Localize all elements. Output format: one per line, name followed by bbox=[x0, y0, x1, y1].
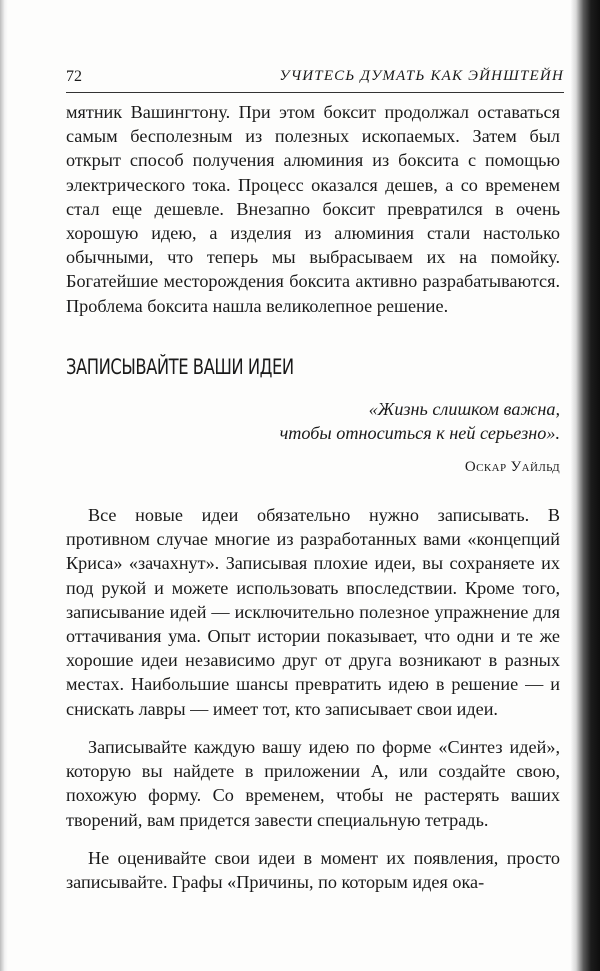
epigraph-author: Оскар Уайльд bbox=[464, 459, 560, 475]
section-heading: ЗАПИСЫВАЙТЕ ВАШИ ИДЕИ bbox=[66, 355, 294, 379]
page-number: 72 bbox=[66, 68, 82, 85]
epigraph-line-1: «Жизнь слишком важна, bbox=[368, 399, 560, 419]
scan-edge-left bbox=[0, 0, 8, 971]
scan-edge-right bbox=[570, 0, 600, 971]
header-rule bbox=[66, 92, 564, 93]
epigraph bbox=[140, 397, 560, 445]
epigraph-line-2: чтобы относиться к ней серьезно». bbox=[279, 423, 560, 443]
running-title: УЧИТЕСЬ ДУМАТЬ КАК ЭЙНШТЕЙН bbox=[279, 68, 564, 84]
paragraph-3: Записывайте каждую вашу идею по форме «Синтез идей», которую вы найдете в приложении А, или создайте свою, похожую форму. Со временем, чтобы не растерять ваших творений, вам придется завести специальную тетрадь. bbox=[66, 737, 560, 830]
paragraph-1: мятник Вашингтону. При этом боксит продолжал оставаться самым бесполезным из полезных ископаемых. Затем был открыт способ получения алюминия из боксита с помощью электрического тока. Процесс оказался дешев, а со временем стал еще дешевле. Внезапно боксит превратился в очень хорошую идею, а изделия из алюминия стали настолько обычными, что теперь мы выбрасываем их на помойку. Богатейшие месторождения боксита активно разрабатываются. Проблема боксита нашла великолепное решение. bbox=[66, 102, 560, 316]
paragraph-4: Не оценивайте свои идеи в момент их появления, просто записывайте. Графы «Причины, по которым идея ока- bbox=[66, 848, 560, 893]
page-header bbox=[66, 66, 564, 90]
paragraph-2: Все новые идеи обязательно нужно записывать. В противном случае многие из разработанных вами «концепций Криса» «зачахнут». Записывая плохие идеи, вы сохраняете их под рукой и можете использовать впоследствии. Кроме того, записывание идей — исключительно полезное упражнение для оттачивания ума. Опыт истории показывает, что одни и те же хорошие идеи независимо друг от друга возникают в разных местах. Наибольшие шансы превратить идею в решение — и снискать лавры — имеет тот, кто записывает свои идеи. bbox=[66, 505, 560, 719]
